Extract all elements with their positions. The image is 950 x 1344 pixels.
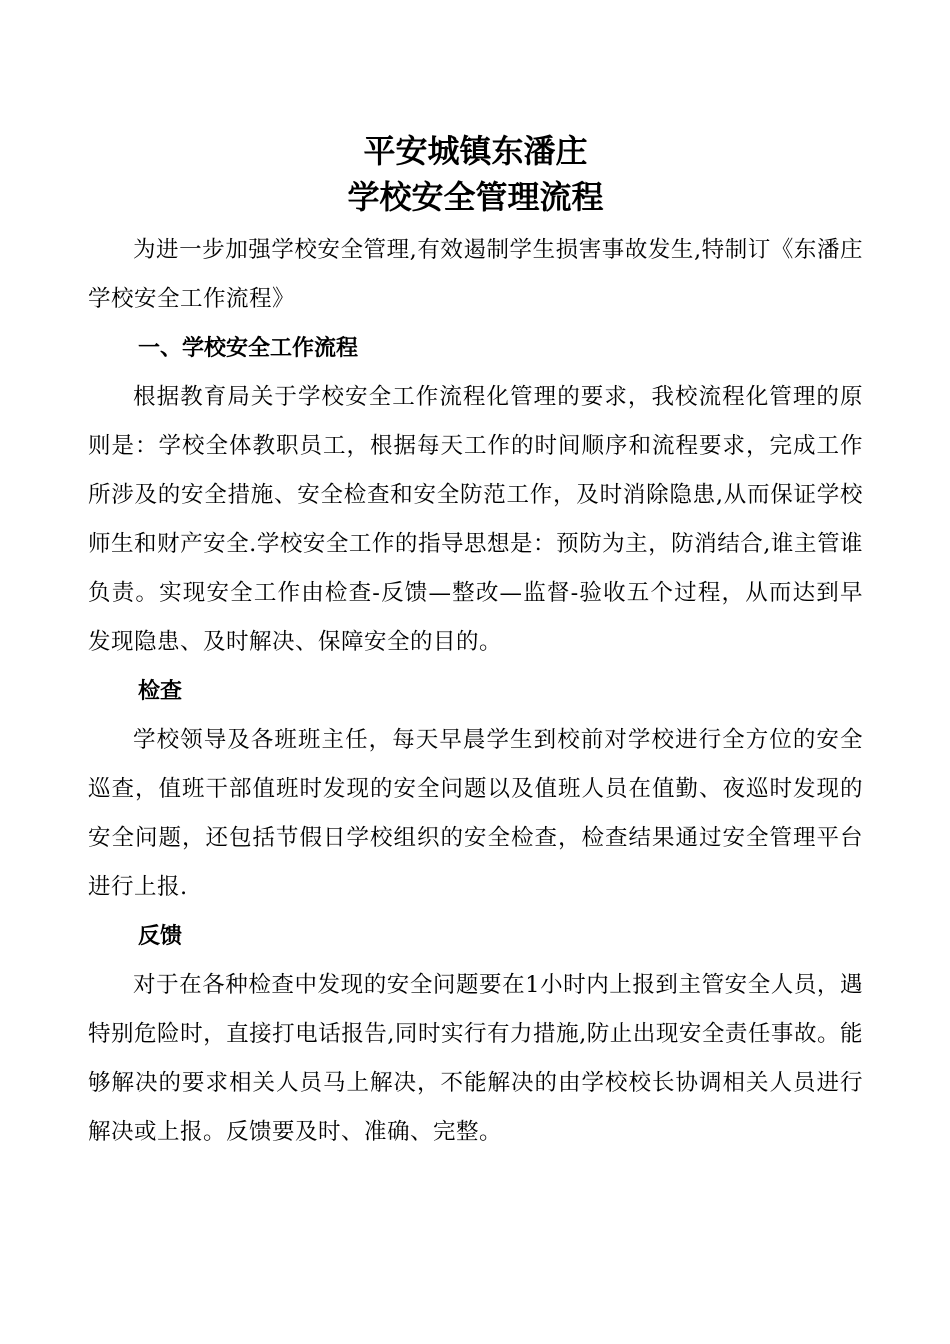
document-title-line-1: 平安城镇东潘庄 bbox=[363, 132, 588, 170]
check-paragraph: 学校领导及各班班主任，每天早晨学生到校前对学校进行全方位的安全巡查，值班干部值班时发现的安全问题以及值班人员在值勤、夜巡时发现的安全问题，还包括节假日学校组织的安全检查，检查结果通过安全管理平台进行上报. bbox=[88, 727, 863, 900]
document-title-line-2: 学校安全管理流程 bbox=[347, 178, 604, 216]
intro-paragraph: 为进一步加强学校安全管理,有效遏制学生损害事故发生,特制订《东潘庄学校安全工作流程》 bbox=[88, 237, 863, 312]
section-heading-check: 检查 bbox=[138, 679, 183, 704]
section-heading-feedback: 反馈 bbox=[138, 924, 183, 949]
workflow-paragraph: 根据教育局关于学校安全工作流程化管理的要求，我校流程化管理的原则是：学校全体教职员工，根据每天工作的时间顺序和流程要求，完成工作所涉及的安全措施、安全检查和安全防范工作，及时消除隐患,从而保证学校师生和财产安全.学校安全工作的指导思想是：预防为主，防消结合,谁主管谁负责。实现安全工作由检查-反馈—整改—监督-验收五个过程，从而达到早发现隐患、及时解决、保障安全的目的。 bbox=[88, 384, 863, 655]
document-page bbox=[88, 128, 863, 1157]
section-heading-workflow: 一、学校安全工作流程 bbox=[138, 336, 359, 361]
feedback-paragraph: 对于在各种检查中发现的安全问题要在1小时内上报到主管安全人员，遇特别危险时，直接打电话报告,同时实行有力措施,防止出现安全责任事故。能够解决的要求相关人员马上解决，不能解决的由学校校长协调相关人员进行解决或上报。反馈要及时、准确、完整。 bbox=[88, 972, 863, 1145]
